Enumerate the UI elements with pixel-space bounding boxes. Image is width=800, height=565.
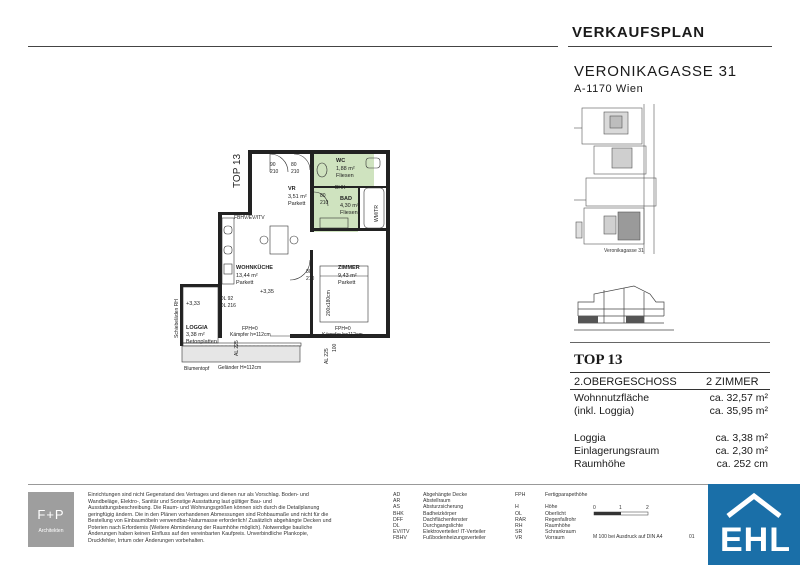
door-90-label: 90 <box>270 162 276 168</box>
loggia-level: +3,33 <box>186 301 200 307</box>
door-80-height-label: 210 <box>291 169 300 175</box>
planter-label: Blumentopf <box>184 366 210 372</box>
address-street: VERONIKAGASSE 31 <box>574 63 737 80</box>
unit-name: TOP 13 <box>574 352 623 368</box>
site-plan-map <box>574 104 684 264</box>
legend-abbr: DFF <box>393 516 404 523</box>
legend-desc: Regenfallrohr <box>545 516 577 523</box>
ehl-logo-text: EHL <box>720 521 791 559</box>
bhk-label: BHK <box>335 185 346 191</box>
bad-area: 4,30 m² <box>340 203 359 209</box>
al-width-label: 100 <box>332 343 338 352</box>
kueche-floor: Parkett <box>236 280 254 286</box>
zimmer-floor: Parkett <box>338 280 356 286</box>
building-section <box>574 276 684 336</box>
legend-desc: Absturzsicherung <box>423 504 464 511</box>
legend-desc: Abgehängte Decke <box>423 492 468 498</box>
legend-desc: Schrankraum <box>545 529 576 536</box>
storage-value: ca. 2,30 m² <box>715 445 768 457</box>
kaempfer2-label: Kämpfer h=112cm <box>322 332 363 338</box>
vr-floor: Parkett <box>288 201 306 207</box>
floor-plan <box>170 140 410 390</box>
legend-abbr: FPH <box>515 492 526 498</box>
rooms-label: 2 ZIMMER <box>706 376 759 388</box>
washer-label: WM/TR <box>374 205 380 222</box>
legend-desc: Elektroverteiler/ IT-Verteiler <box>423 529 486 536</box>
bad-door-height-label: 210 <box>320 200 329 206</box>
legend-desc: Höhe <box>545 504 558 511</box>
kueche-name: WOHNKÜCHE <box>236 265 273 271</box>
top-rule-left <box>28 46 558 47</box>
legend-desc: Oberlicht <box>545 510 566 517</box>
architects-logo <box>28 492 74 547</box>
zimmer-name: ZIMMER <box>338 265 360 271</box>
incl-loggia-value: ca. 35,95 m² <box>709 405 768 417</box>
kueche-area: 13,44 m² <box>236 273 258 279</box>
house-roof-icon <box>722 490 786 520</box>
bad-door-label: 80 <box>320 193 326 199</box>
al1-label: AL 225 <box>234 340 240 356</box>
living-area-value: ca. 32,57 m² <box>709 392 768 404</box>
shutter-label: Schiebeläden RH <box>174 299 180 338</box>
wc-name: WC <box>336 158 346 164</box>
floorplan-top-label: TOP 13 <box>232 153 243 188</box>
address-city: A-1170 Wien <box>574 83 644 95</box>
site-plan-label: Veronikagasse 31 <box>604 248 644 254</box>
scale-code: 01 <box>689 534 695 540</box>
legend-desc: Raumhöhe <box>545 523 571 530</box>
height-label: Raumhöhe <box>574 458 626 470</box>
al2-label: AL 225 <box>324 348 330 364</box>
zimmer-area: 9,43 m² <box>338 273 357 279</box>
legend-desc: Durchgangslichte <box>423 523 464 530</box>
legend-abbr: AS <box>393 504 400 511</box>
legend-desc: Fertigparapethöhe <box>545 492 588 498</box>
wc-floor: Fliesen <box>336 173 354 179</box>
zimmer-door-label: 80 <box>306 269 312 275</box>
scale-tick-0: 0 <box>593 505 596 511</box>
legend-desc: Vorraum <box>545 535 565 542</box>
railing-label: Geländer H=112cm <box>218 365 262 371</box>
wc-area: 1,88 m² <box>336 166 355 172</box>
scale-tick-2: 2 <box>646 505 649 511</box>
storage-label: Einlagerungsraum <box>574 445 660 457</box>
legend-abbr: H <box>515 504 519 511</box>
bed-size-label: 200x180cm <box>326 290 332 316</box>
legend-abbr: RH <box>515 523 523 530</box>
top-rule-right <box>568 46 772 47</box>
disclaimer-text: Einrichtungen sind nicht Gegenstand des Vertrages und dienen nur als Vorschlag. Boden- und Wandbeläge, Elektro-, Sanitär und Sonstige Ausstattung laut gültiger Bau- und Ausstattungsbeschreibung. Die Raum- und Wohnungsgrößen können sich durch die Detailplanung geringfügig ändern. Die in den Plänen vorhandenen Abmessungen sind Rohbaumaße und nicht für die Bestellung von Einbaumöbeln verwendbar-Naturmasse erforderlich! Zusätzlich abgehängte Decken und Poterien nach Erfordernis (Weitere Abminderung der Raumhöhe möglich). Notwendige bauliche Änderungen haben keinen Einfluss auf den vereinbarten Kaufpreis. Unverbindliche Plankopie, Druckfehler, Irrtum oder Änderungen vorbehalten. <box>88 492 332 544</box>
legend-abbr: FBHV <box>393 535 407 542</box>
living-area-label: Wohnnutzfläche <box>574 392 650 404</box>
incl-loggia-label: (inkl. Loggia) <box>574 405 635 417</box>
dl-label: DL 92 <box>220 296 234 302</box>
fph1-label: FPH=0 <box>242 326 258 332</box>
legend-abbr: SR <box>515 529 523 536</box>
ehl-logo <box>708 484 800 565</box>
legend-desc: Abstellraum <box>423 498 451 505</box>
legend-abbr: OL <box>515 510 522 517</box>
scale-note: M 100 bei Ausdruck auf DIN A4 <box>593 534 663 540</box>
legend-desc: Dachflächenfenster <box>423 516 468 523</box>
scale-bar <box>590 500 690 530</box>
architects-logo-subtitle: Architekten <box>38 528 64 534</box>
height-value: ca. 252 cm <box>716 458 768 470</box>
bad-floor: Fliesen <box>340 210 358 216</box>
bad-name: BAD <box>340 196 352 202</box>
architects-logo-text: F+P <box>37 507 65 522</box>
legend-abbr: RAR <box>515 516 526 523</box>
legend-abbr: AR <box>393 498 401 505</box>
legend-abbr: BHK <box>393 510 404 517</box>
page-title: VERKAUFSPLAN <box>572 24 705 41</box>
door-90-height-label: 210 <box>270 169 279 175</box>
section-rule <box>570 342 770 343</box>
door-80-label: 80 <box>291 162 297 168</box>
legend-abbr: AD <box>393 492 401 498</box>
loggia-value: ca. 3,38 m² <box>715 432 768 444</box>
loggia-label: Loggia <box>574 432 606 444</box>
loggia-area: 3,38 m² <box>186 332 205 338</box>
dl2-label: DL 216 <box>220 303 236 309</box>
floor-rule <box>570 389 770 390</box>
loggia-floor: Betonplatten <box>186 339 217 345</box>
legend-desc: Fußbodenheizungsverteiler <box>423 535 486 542</box>
fbhv-label: FBHV/EV/ITV <box>234 215 265 221</box>
loggia-name: LOGGIA <box>186 325 208 331</box>
legend-abbr: DL <box>393 523 400 530</box>
legend-abbr: EV/ITV <box>393 529 410 536</box>
bottom-rule <box>28 484 708 485</box>
kueche-level: +3,35 <box>260 289 274 295</box>
vr-area: 3,51 m² <box>288 194 307 200</box>
scale-tick-1: 1 <box>619 505 622 511</box>
vr-name: VR <box>288 186 296 192</box>
zimmer-door-height-label: 210 <box>306 276 315 282</box>
floor-label: 2.OBERGESCHOSS <box>574 376 677 388</box>
fph2-label: FPH=0 <box>335 326 351 332</box>
legend-desc: Badheizkörper <box>423 510 457 517</box>
unit-rule <box>570 372 770 373</box>
legend-abbr: VR <box>515 535 523 542</box>
kaempfer1-label: Kämpfer h=112cm <box>230 332 271 338</box>
